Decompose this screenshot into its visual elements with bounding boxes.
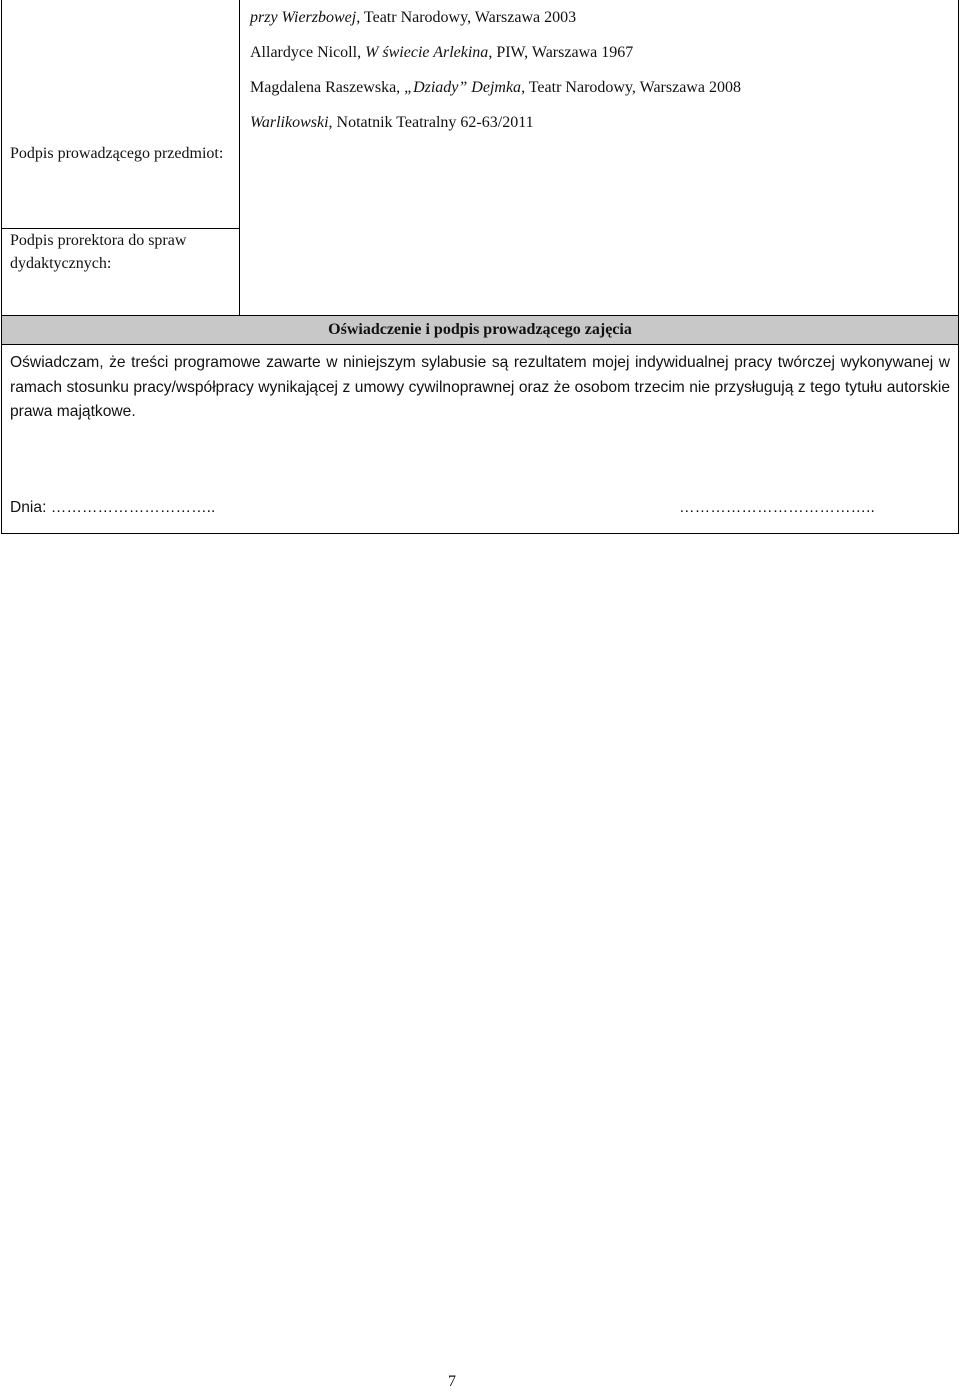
literature-column	[240, 0, 958, 315]
page-number: 7	[448, 1373, 456, 1390]
literature-item: Allardyce Nicoll, W świecie Arlekina, PIW, Warszawa 1967	[250, 44, 634, 61]
signature-labels-column	[2, 0, 240, 315]
date-field: Dnia: …………………………..	[10, 499, 216, 516]
literature-item: przy Wierzbowej, Teatr Narodowy, Warszawa 2003	[250, 9, 577, 26]
literature-list	[250, 0, 948, 140]
rector-signature-label: Podpis prorektora do spraw dydaktycznych:	[10, 232, 187, 272]
signature-line: ………………………………..	[679, 499, 875, 516]
literature-item: Warlikowski, Notatnik Teatralny 62-63/2011	[250, 114, 534, 131]
literature-item: Magdalena Raszewska, „Dziady” Dejmka, Teatr Narodowy, Warszawa 2008	[250, 79, 741, 96]
syllabus-form-fragment	[1, 0, 959, 534]
statement-body	[2, 345, 958, 533]
statement-text: Oświadczam, że treści programowe zawarte w niniejszym sylabusie są rezultatem mojej indywidualnej pracy twórczej wykonywanej w ramach stosunku pracy/współpracy wynikającej z umowy cywilnoprawnej oraz że osobom trzecim nie przysługują z tego tytułu autorskie prawa majątkowe.	[10, 354, 950, 420]
literature-and-signatures-section	[2, 0, 958, 315]
statement-heading: Oświadczenie i podpis prowadzącego zajęcia	[2, 315, 958, 345]
teacher-signature-label: Podpis prowadzącego przedmiot:	[10, 145, 224, 162]
